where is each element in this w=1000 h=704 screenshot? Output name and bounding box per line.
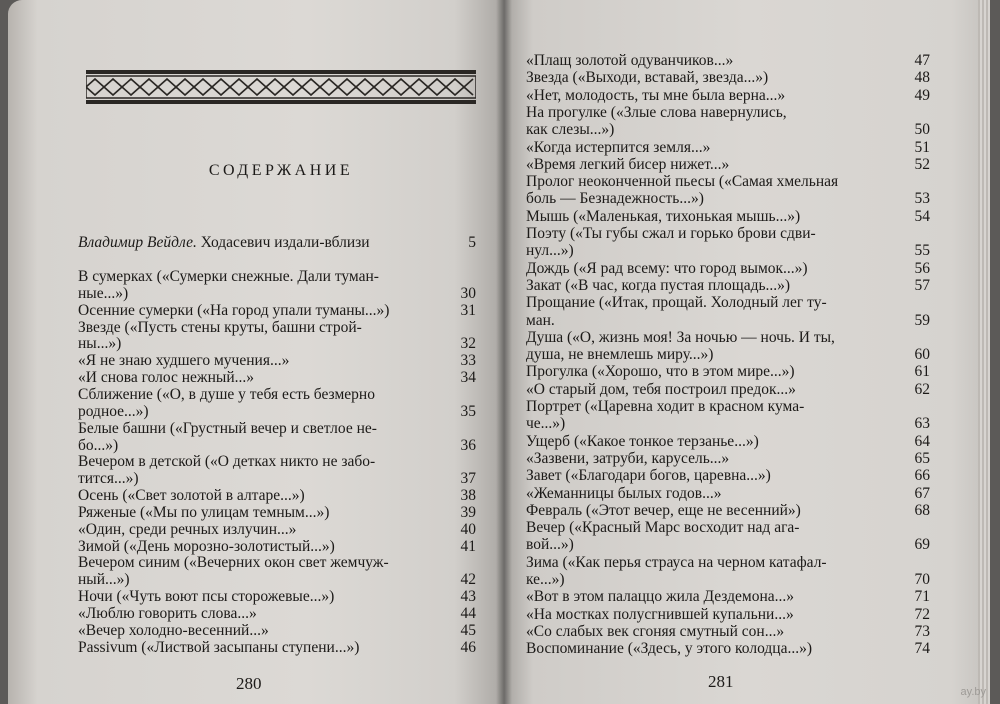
right-toc-line: «Со слабых век сгоняя смутный сон...» — [526, 622, 785, 640]
right-toc-line: Прощание («Итак, прощай. Холодный лег ту- — [526, 294, 827, 312]
left-toc-line: Звезде («Пусть стены круты, башни строй- — [78, 318, 362, 336]
right-toc-page-number: 60 — [914, 346, 930, 364]
left-toc-page-number: 45 — [460, 621, 476, 639]
right-toc-page-number: 72 — [914, 605, 930, 623]
right-toc-line: «Вот в этом палаццо жила Дездемона...» — [526, 588, 795, 606]
right-toc-line: «Когда истерпится земля...» — [526, 138, 711, 156]
right-toc-page-number: 64 — [914, 432, 930, 450]
right-toc-page-number: 70 — [914, 571, 930, 588]
toc-author: Владимир Вейдле. — [78, 234, 197, 251]
left-toc-page-number: 39 — [460, 503, 476, 521]
contents-heading: СОДЕРЖАНИЕ — [208, 162, 354, 179]
right-toc-line: Звезда («Выходи, вставай, звезда...») — [526, 69, 769, 87]
left-page — [8, 0, 504, 704]
right-toc-line: Прогулка («Хорошо, что в этом мире...») — [526, 363, 795, 381]
right-toc-page-number: 74 — [914, 640, 930, 658]
left-toc-page-number: 31 — [460, 301, 476, 319]
right-toc-line: «Зазвени, затруби, карусель...» — [526, 449, 730, 467]
right-toc-line: душа, не внемлешь миру...») — [526, 346, 714, 364]
right-toc-line: ман. — [526, 311, 555, 329]
right-toc-line: Душа («О, жизнь моя! За ночью — ночь. И ты, — [526, 328, 835, 346]
left-toc-line: Осенние сумерки («На город упали туманы...») — [78, 301, 390, 319]
right-toc-line: нул...») — [526, 242, 574, 260]
book-gutter — [496, 0, 512, 704]
right-toc-page-number: 67 — [914, 484, 930, 502]
left-toc-line: Вечером в детской («О детках никто не забо- — [78, 453, 376, 471]
page-folio-left: 280 — [236, 674, 262, 693]
left-toc-line: «И снова голос нежный...» — [78, 369, 255, 387]
left-toc-line: ны...») — [78, 335, 122, 353]
right-toc-line: Зима («Как перья страуса на черном катафал- — [526, 553, 827, 571]
left-toc-page-number: 32 — [460, 335, 476, 353]
right-toc-page-number: 47 — [914, 52, 930, 69]
left-toc-page-number: 46 — [460, 638, 476, 656]
watermark: ay.by — [960, 686, 986, 698]
left-toc-line: бо...») — [78, 436, 119, 454]
left-toc-page-number: 34 — [460, 369, 476, 387]
right-toc-page-number: 68 — [914, 501, 930, 519]
left-toc-line: Ночи («Чуть воют псы сторожевые...») — [78, 588, 335, 606]
left-toc-page-number: 33 — [460, 352, 476, 370]
right-toc-line: Поэту («Ты губы сжал и горько брови сдви- — [526, 225, 816, 242]
left-toc-page-number: 41 — [460, 537, 476, 555]
right-toc-line: Закат («В час, когда пустая площадь...») — [526, 276, 791, 294]
left-toc-line: ные...») — [78, 284, 129, 302]
left-toc-page-number: 35 — [460, 402, 476, 420]
left-toc-line: «Один, среди речных излучин...» — [78, 520, 297, 538]
right-toc-page-number: 65 — [914, 449, 930, 467]
right-toc-line: Ущерб («Какое тонкое терзанье...») — [526, 432, 759, 450]
right-toc-line: че...») — [526, 415, 566, 433]
left-toc-line: Passivum («Листвой засыпаны ступени...») — [78, 638, 360, 656]
right-toc-page-number: 71 — [914, 588, 930, 606]
right-toc-page-number: 73 — [914, 622, 930, 640]
right-toc-page-number: 66 — [914, 467, 930, 485]
right-toc-line: Воспоминание («Здесь, у этого колодца...») — [526, 640, 812, 658]
right-toc-line: Пролог неоконченной пьесы («Самая хмельная — [526, 173, 839, 191]
right-toc-page-number: 63 — [914, 415, 930, 433]
right-toc-page-number: 52 — [914, 155, 930, 173]
right-toc-page-number: 49 — [914, 86, 930, 104]
left-toc-page-number: 43 — [460, 588, 476, 606]
right-toc-line: «Плащ золотой одуванчиков...» — [526, 52, 734, 69]
left-toc-line: «Я не знаю худшего мучения...» — [78, 352, 290, 370]
left-toc-line: Осень («Свет золотой в алтаре...») — [78, 487, 305, 505]
left-toc-page-number: 40 — [460, 520, 476, 538]
right-toc-page-number: 61 — [914, 363, 930, 381]
left-toc-page-number: 36 — [460, 436, 476, 454]
left-toc-line: Сближение («О, в душе у тебя есть безмерно — [78, 385, 375, 403]
right-toc-line: «О старый дом, тебя построил предок...» — [526, 380, 796, 398]
left-toc-page-number: 37 — [460, 470, 476, 488]
right-toc-line: На прогулке («Злые слова навернулись, — [526, 103, 787, 121]
right-toc-page-number: 62 — [914, 380, 930, 398]
right-toc-line: боль — Безнадежность...») — [526, 190, 704, 208]
left-toc-line: ный...») — [78, 571, 130, 589]
right-toc-line: Вечер («Красный Марс восходит над ага- — [526, 519, 800, 537]
right-toc-page-number: 55 — [914, 242, 930, 260]
left-toc-page-number: 38 — [460, 487, 476, 505]
left-toc-line: родное...») — [78, 402, 149, 420]
left-toc-page-number: 42 — [460, 571, 476, 589]
right-toc-line: «На мостках полусгнившей купальни...» — [526, 605, 794, 623]
right-toc-line: Мышь («Маленькая, тихонькая мышь...») — [526, 207, 801, 225]
right-toc-line: как слезы...») — [526, 121, 615, 139]
toc-page-number: 5 — [468, 234, 476, 251]
right-toc-page-number: 59 — [914, 311, 930, 329]
right-toc-line: вой...») — [526, 536, 574, 554]
left-toc-line: В сумерках («Сумерки снежные. Дали туман- — [78, 268, 379, 285]
right-toc-page-number: 51 — [914, 138, 930, 156]
right-toc-page-number: 53 — [914, 190, 930, 208]
right-toc-page-number: 56 — [914, 259, 930, 277]
left-toc-page-number: 44 — [460, 605, 476, 622]
right-page — [504, 0, 990, 704]
left-toc-line: тится...») — [78, 470, 139, 488]
right-toc-line: ке...») — [526, 571, 565, 588]
right-toc-line: «Жеманницы былых годов...» — [526, 484, 722, 502]
right-toc-line: Портрет («Царевна ходит в красном кума- — [526, 398, 805, 415]
ornament-border — [86, 70, 476, 104]
right-toc-page-number: 48 — [914, 69, 930, 87]
right-toc-line: «Нет, молодость, ты мне была верна...» — [526, 86, 786, 104]
right-toc-page-number: 50 — [914, 121, 930, 139]
left-toc-line: «Люблю говорить слова...» — [78, 605, 257, 622]
toc-entry-intro — [78, 234, 370, 252]
right-toc-line: Февраль («Этот вечер, еще не весенний») — [526, 501, 801, 519]
page-edges — [978, 0, 990, 704]
left-toc-line: Белые башни («Грустный вечер и светлое не- — [78, 419, 377, 437]
page-folio-right: 281 — [708, 672, 734, 691]
left-toc-line: Ряженые («Мы по улицам темным...») — [78, 503, 330, 521]
right-toc-line: Завет («Благодари богов, царевна...») — [526, 467, 771, 485]
right-toc-page-number: 57 — [914, 276, 930, 294]
toc-title: Ходасевич издали-вблизи — [200, 234, 370, 251]
left-toc-page-number: 30 — [460, 284, 476, 302]
right-toc-page-number: 69 — [914, 536, 930, 554]
right-toc-page-number: 54 — [914, 207, 930, 225]
right-toc-line: Дождь («Я рад всему: что город вымок...») — [526, 259, 808, 277]
left-toc-line: Зимой («День морозно-золотистый...») — [78, 537, 335, 555]
left-toc-line: Вечером синим («Вечерних окон свет жемчуж- — [78, 554, 389, 572]
left-toc-line: «Вечер холодно-весенний...» — [78, 621, 269, 639]
right-toc-line: «Время легкий бисер нижет...» — [526, 155, 730, 173]
